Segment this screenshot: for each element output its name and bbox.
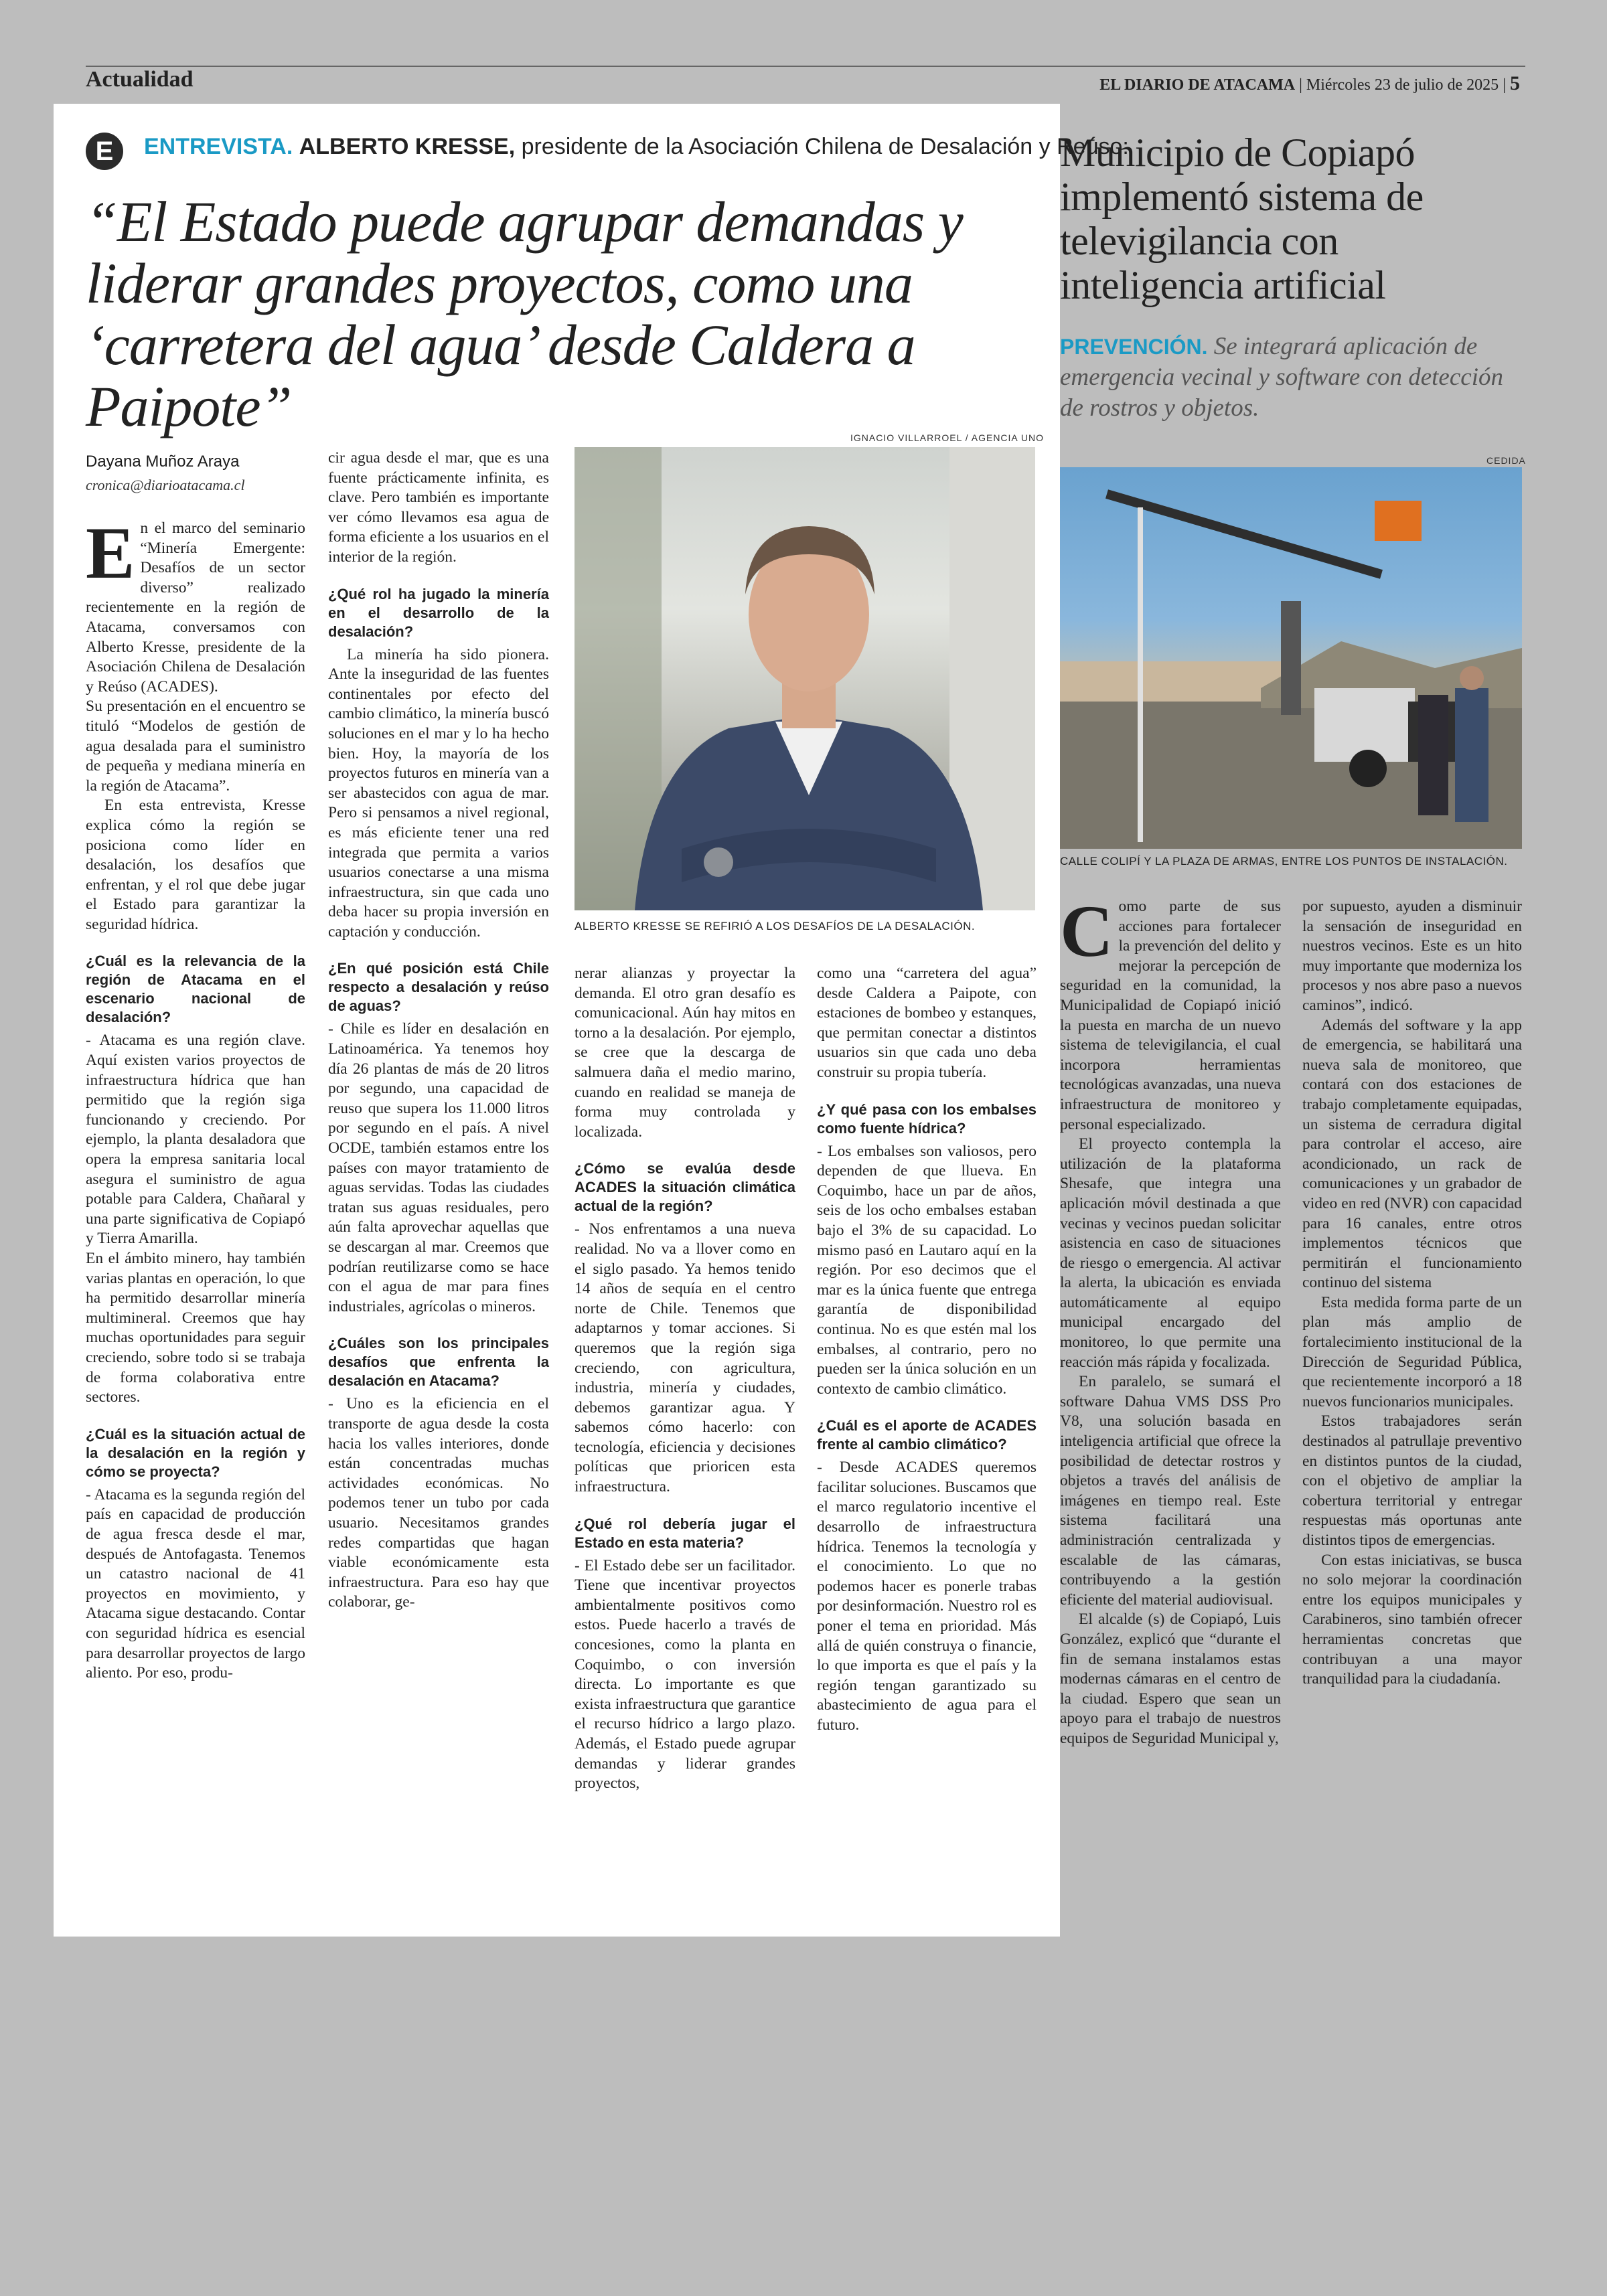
- interview-column-2: cir agua desde el mar, que es una fuente prácticamente infinita, es clave. Pero también es importante ver cómo llevamos esa agua de forma eficiente a los usuarios en el interior de la región. ¿Qué rol ha jugado la minería en el desarrollo de la desalación? La minería ha sido pionera. Ante la inseguridad de las fuentes continentales por efecto del cambio climático, la minería buscó soluciones en el mar y lo ha hecho bien. Hoy, la mayoría de los proyectos futuros en minería van a ser abastecidos con agua de mar. Pero si pensamos a nivel regional, es más eficiente tener una red integrada que permita a varios usuarios conectarse a una misma infraestructura, sin que cada uno deba hacer su propia inversión en captación y conducción. ¿En qué posición está Chile respecto a desalación y reúso de aguas? - Chile es líder en desalación en Latinoamérica. Ya tenemos hoy día 26 plantas de más de 20 litros por segundo, una capacidad de reuso que supera los 11.000 litros por segundo en el país. A nivel OCDE, también estamos entre los países con mayor tratamiento de aguas servidas. Todas las ciudades tratan sus aguas residuales, pero aún falta aprovechar aquellas que se descargan al mar. Creemos que podrían reutilizarse como se hace con el agua de mar para fines industriales, agrícolas o mineros. ¿Cuáles son los principales desafíos que enfrenta la desalación en Atacama? - Uno es la eficiencia en el transporte de agua desde la costa hacia los valles interiores, donde están concentradas muchas actividades económicas. No podemos tener un tubo por cada usuario. Necesitamos grandes redes compartidas que hagan viable económicamente esta infraestructura. Para eso hay que colaborar, ge-: [328, 449, 549, 1611]
- interview-headline: “El Estado puede agrupar demandas y liderar grandes proyectos, como una ‘carretera del agua’ desde Caldera a Paipote”: [86, 189, 963, 438]
- author-name: Dayana Muñoz Araya: [86, 453, 240, 471]
- question: ¿Qué rol debería jugar el Estado en esta materia?: [575, 1515, 795, 1551]
- question: ¿Cuál es la relevancia de la región de Atacama en el escenario nacional de desalación?: [86, 953, 305, 1026]
- side-photo-credit: CEDIDA: [1486, 455, 1526, 466]
- street-photo: [1060, 467, 1522, 849]
- author-email: cronica@diarioatacama.cl: [86, 477, 245, 493]
- side-column-2: por supuesto, ayuden a disminuir la sensación de inseguridad en nuestros vecinos. Este es un hito muy importante que moderniza los procesos y nos abre paso a nuevos caminos”, indicó. Además del software y la app de emergencia, se habilitará una nueva sala de monitoreo, que contará con dos estaciones de trabajo completamente equipadas, un sistema de cerradura digital para controlar el acceso, aire acondicionado, un rack de comunicaciones y un grabador de video en red (NVR) con capacidad para 16 canales, entre otros implementos técnicos que permitirán el funcionamiento continuo del sistema Esta medida forma parte de un plan más amplio de fortalecimiento institucional de la Dirección de Seguridad Pública, que recientemente incorporó a 18 nuevos funcionarios municipales. Estos trabajadores serán destinados al patrullaje preventivo en distintos puntos de la ciudad, con el objetivo de ampliar la cobertura territorial y entregar respuestas más oportunas ante distintos tipos de emergencias. Con estas iniciativas, se busca no solo mejorar la coordinación entre los equipos municipales y Carabineros, sino también ofrecer herramientas concretas que contribuyan a una mayor tranquilidad para la ciudadanía.: [1302, 898, 1522, 1688]
- question: ¿Cuál es la situación actual de la desalación en la región y cómo se proyecta?: [86, 1425, 305, 1480]
- side-column-1: Como parte de sus acciones para fortalecer la prevención del delito y mejorar la percepción de seguridad en la comunidad, la Municipalidad de Copiapó inició la puesta en marcha de un nuevo sistema de televigilancia, el cual incorpora herramientas tecnológicas avanzadas, una nueva infraestructura de monitoreo y personal especializado. El proyecto contempla la utilización de la plataforma Shesafe, que integra una aplicación móvil destinada a que vecinas y vecinos puedan solicitar asistencia en caso de situaciones de riesgo o emergencia. Al activar la alerta, la ubicación es enviada automáticamente al equipo municipal encargado del monitoreo, lo que permite una reacción más rápida y focalizada. En paralelo, se sumará el software Dahua VMS DSS Pro V8, una solución basada en inteligencia artificial que ofrece la posibilidad de detectar rostros y objetos a través del análisis de imágenes en tiempo real. Este sistema facilitará una administración centralizada y escalable de las cámaras, contribuyendo a la gestión eficiente del material audiovisual. El alcalde (s) de Copiapó, Luis González, explicó que “durante el fin de semana instalamos estas modernas cámaras en el centro de la ciudad. Espero que sean un apoyo para el trabajo de nuestros equipos de Seguridad Municipal y,: [1060, 890, 1281, 1747]
- deck-tag: PREVENCIÓN.: [1060, 335, 1208, 359]
- kicker-tag: ENTREVISTA.: [144, 134, 293, 159]
- photo-credit: IGNACIO VILLARROEL / AGENCIA UNO: [850, 432, 1044, 443]
- portrait-photo: [575, 447, 1035, 910]
- masthead: EL DIARIO DE ATACAMA | Miércoles 23 de julio de 2025 | 5: [1099, 72, 1520, 94]
- photo-caption: ALBERTO KRESSE SE REFIRIÓ A LOS DESAFÍOS DE LA DESALACIÓN.: [575, 920, 976, 932]
- kicker-name: ALBERTO KRESSE,: [299, 134, 516, 159]
- interview-column-3: nerar alianzas y proyectar la demanda. El otro gran desafío es comunicacional. Aún hay mitos en torno a la desalación. Por ejemplo, se cree que la descarga de salmuera daña el medio marino, cuando en realidad se maneja de forma muy controlada y localizada. ¿Cómo se evalúa desde ACADES la situación climática actual de la región? - Nos enfrentamos a una nueva realidad. No va a llover como en el siglo pasado. Ya hemos tenido 14 años de sequía en el centro norte de Chile. Tenemos que adaptarnos y tomar acciones. Si queremos que la región siga creciendo, con agricultura, industria, minería y ciudades, debemos garantizar agua. Y sabemos cómo hacerlo: con tecnología, eficiencia y decisiones políticas que prioricen esta infraestructura. ¿Qué rol debería jugar el Estado en esta materia? - El Estado debe ser un facilitador. Tiene que incentivar proyectos ambientalmente positivos como estos. Puede hacerlo a través de concesiones, como la planta en Coquimbo, o con inversión directa. Lo importante es que exista infraestructura que garantice el recurso hídrico a largo plazo. Además, el Estado puede agrupar demandas y liderar grandes proyectos,: [575, 965, 795, 1793]
- side-story-headline: Municipio de Copiapó implementó sistema de televigilancia con inteligencia artificial: [1060, 131, 1424, 307]
- kicker-rest: presidente de la Asociación Chilena de Desalación y Reúso:: [521, 134, 1129, 159]
- question: ¿Cuáles son los principales desafíos que enfrenta la desalación en Atacama?: [328, 1335, 549, 1390]
- section-title: Actualidad: [86, 67, 194, 92]
- question: ¿En qué posición está Chile respecto a desalación y reúso de aguas?: [328, 960, 549, 1015]
- question: ¿Qué rol ha jugado la minería en el desarrollo de la desalación?: [328, 585, 549, 640]
- interview-kicker: [144, 134, 1129, 160]
- question: ¿Cómo se evalúa desde ACADES la situación climática actual de la región?: [575, 1160, 795, 1215]
- question: ¿Cuál es el aporte de ACADES frente al cambio climático?: [817, 1417, 1037, 1453]
- side-story-deck: PREVENCIÓN. Se integrará aplicación de emergencia vecinal y software con detección de rostros y objetos.: [1060, 333, 1503, 422]
- paper-name: EL DIARIO DE ATACAMA: [1099, 76, 1296, 94]
- street-illustration: [1060, 467, 1522, 849]
- byline: [86, 453, 245, 494]
- dropcap: C: [1060, 890, 1114, 972]
- interview-column-4: como una “carretera del agua” desde Caldera a Paipote, con estaciones de bombeo y estanques, que permitan conectar a distintos usuarios sin que cada uno deba construir su propia tubería. ¿Y qué pasa con los embalses como fuente hídrica? - Los embalses son valiosos, pero dependen de que llueva. En Coquimbo, hace un par de años, seis de los ocho embalses estaban bajo el 3% de su capacidad. Lo mismo pasó en Lautaro aquí en la región. Por eso decimos que el mar es la única fuente que entrega garantía de disponibilidad continua. No es que estén mal los embalses, al contrario, pero no pueden ser la única solución en un contexto de cambio climático. ¿Cuál es el aporte de ACADES frente al cambio climático? - Desde ACADES queremos facilitar soluciones. Buscamos que el marco regulatorio incentive el desarrollo de infraestructura hídrica. Tenemos la tecnología y el conocimiento. Lo que no podemos hacer es ponerle trabas por desinformación. Nuestro rol es poner el tema en prioridad. Más allá de quién construya o financie, lo que importa es que el país y la región tengan garantizado su abastecimiento de agua para el futuro.: [817, 965, 1037, 1734]
- dropcap: E: [86, 512, 135, 594]
- page-number: 5: [1510, 72, 1520, 94]
- portrait-illustration: [575, 447, 1035, 910]
- interview-column-1: En el marco del seminario “Minería Emergente: Desafíos de un sector diverso” realizado recientemente en la región de Atacama, conversamos con Alberto Kresse, presidente de la Asociación Chilena de Desalación y Reúso (ACADES). Su presentación en el encuentro se tituló “Modelos de gestión de agua desalada para el suministro de pequeña y mediana minería en la región de Atacama”. En esta entrevista, Kresse explica cómo la región se posiciona como líder en desalación, los desafíos que enfrentan, y el rol que debe jugar el Estado para garantizar la seguridad hídrica. ¿Cuál es la relevancia de la región de Atacama en el escenario nacional de desalación? - Atacama es una región clave. Aquí existen varios proyectos de infraestructura hídrica que han permitido que la región siga funcionando y creciendo. Por ejemplo, la planta desaladora que opera la empresa sanitaria local asegura el suministro de agua potable para Caldera, Chañaral y una parte significativa de Copiapó y Tierra Amarilla. En el ámbito minero, hay también varias plantas en operación, lo que ha permitido desarrollar minería multimineral. Creemos que hay muchas oportunidades para seguir creciendo, sobre todo si se trabaja de forma colaborativa entre sectores. ¿Cuál es la situación actual de la desalación en la región y cómo se proyecta? - Atacama es la segunda región del país en capacidad de producción de agua fresca desde el mar, después de Antofagasta. Tenemos un catastro nacional de 41 proyectos en movimiento, y Atacama sigue destacando. Contar con seguridad hídrica es esencial para desarrollar proyectos de largo aliento. Por eso, produ-: [86, 512, 305, 1682]
- question: ¿Y qué pasa con los embalses como fuente hídrica?: [817, 1100, 1037, 1137]
- issue-date: Miércoles 23 de julio de 2025: [1306, 76, 1499, 94]
- interview-logo-icon: E: [86, 133, 123, 170]
- side-photo-caption: CALLE COLIPÍ Y LA PLAZA DE ARMAS, ENTRE LOS PUNTOS DE INSTALACIÓN.: [1060, 855, 1508, 868]
- header-rule: [86, 66, 1525, 67]
